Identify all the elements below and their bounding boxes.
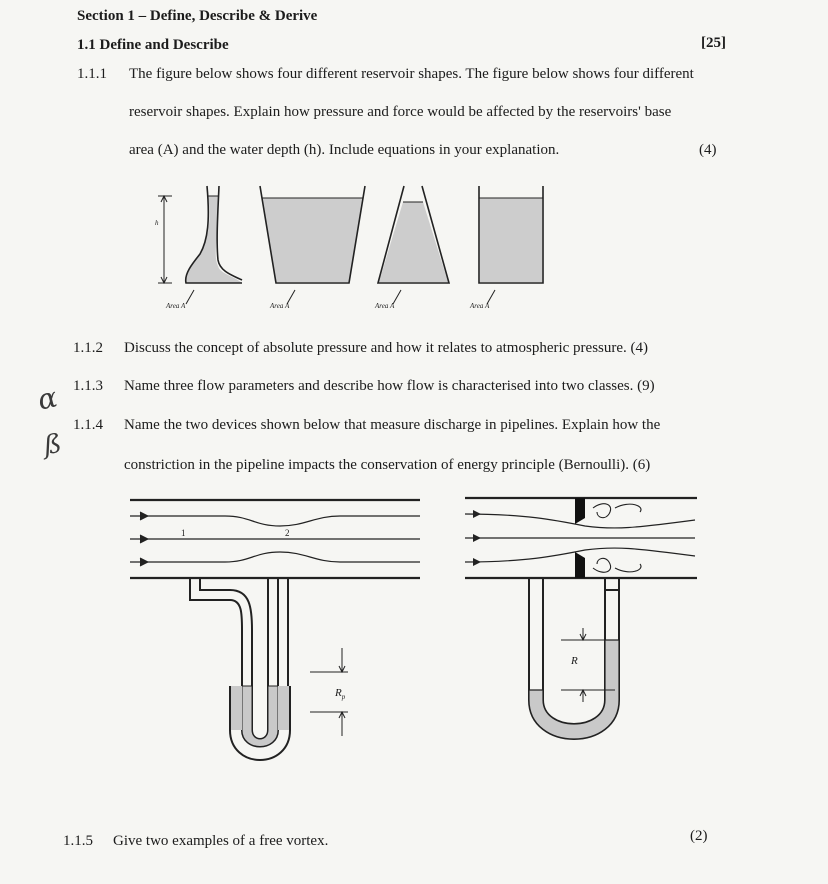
reservoir-figure <box>150 180 560 315</box>
area-label: Area A <box>270 302 290 310</box>
section-label: 1 <box>181 528 186 538</box>
area-label: Area A <box>375 302 395 310</box>
question-text-line: constriction in the pipeline impacts the conservation of energy principle (Bernoulli). (6) <box>124 457 651 473</box>
section-label: 2 <box>285 528 290 538</box>
question-marks: (2) <box>690 828 708 844</box>
question-text-line: area (A) and the water depth (h). Include equations in your explanation. <box>129 142 560 158</box>
question-text-line: Name the two devices shown below that measure discharge in pipelines. Explain how the <box>124 417 661 433</box>
manometer-reading-label: R <box>571 655 578 667</box>
subsection-marks: [25] <box>701 35 726 51</box>
section-title: Section 1 – Define, Describe & Derive <box>77 8 318 24</box>
question-number: 1.1.5 <box>63 833 93 849</box>
orifice-meter-figure <box>465 490 705 770</box>
question-text: Name three flow parameters and describe how flow is characterised into two classes. (9) <box>124 378 655 394</box>
question-text-line: reservoir shapes. Explain how pressure and force would be affected by the reservoirs' base <box>129 104 672 120</box>
area-label: Area A <box>166 302 186 310</box>
subsection-title: 1.1 Define and Describe <box>77 37 229 53</box>
margin-annotation: α <box>34 380 61 417</box>
question-number: 1.1.1 <box>77 66 107 82</box>
margin-annotation: ß <box>41 428 64 462</box>
question-number: 1.1.3 <box>73 378 103 394</box>
question-text: Give two examples of a free vortex. <box>113 833 329 849</box>
venturi-meter-figure <box>130 490 430 770</box>
question-marks: (4) <box>699 142 717 158</box>
depth-label: h <box>155 219 159 227</box>
question-text: Discuss the concept of absolute pressure and how it relates to atmospheric pressure. (4) <box>124 340 649 356</box>
question-number: 1.1.2 <box>73 340 103 356</box>
question-number: 1.1.4 <box>73 417 103 433</box>
manometer-reading-label: $R_p$ <box>335 687 346 702</box>
question-text-line: The figure below shows four different reservoir shapes. The figure below shows four different <box>129 66 694 82</box>
area-label: Area A <box>470 302 490 310</box>
